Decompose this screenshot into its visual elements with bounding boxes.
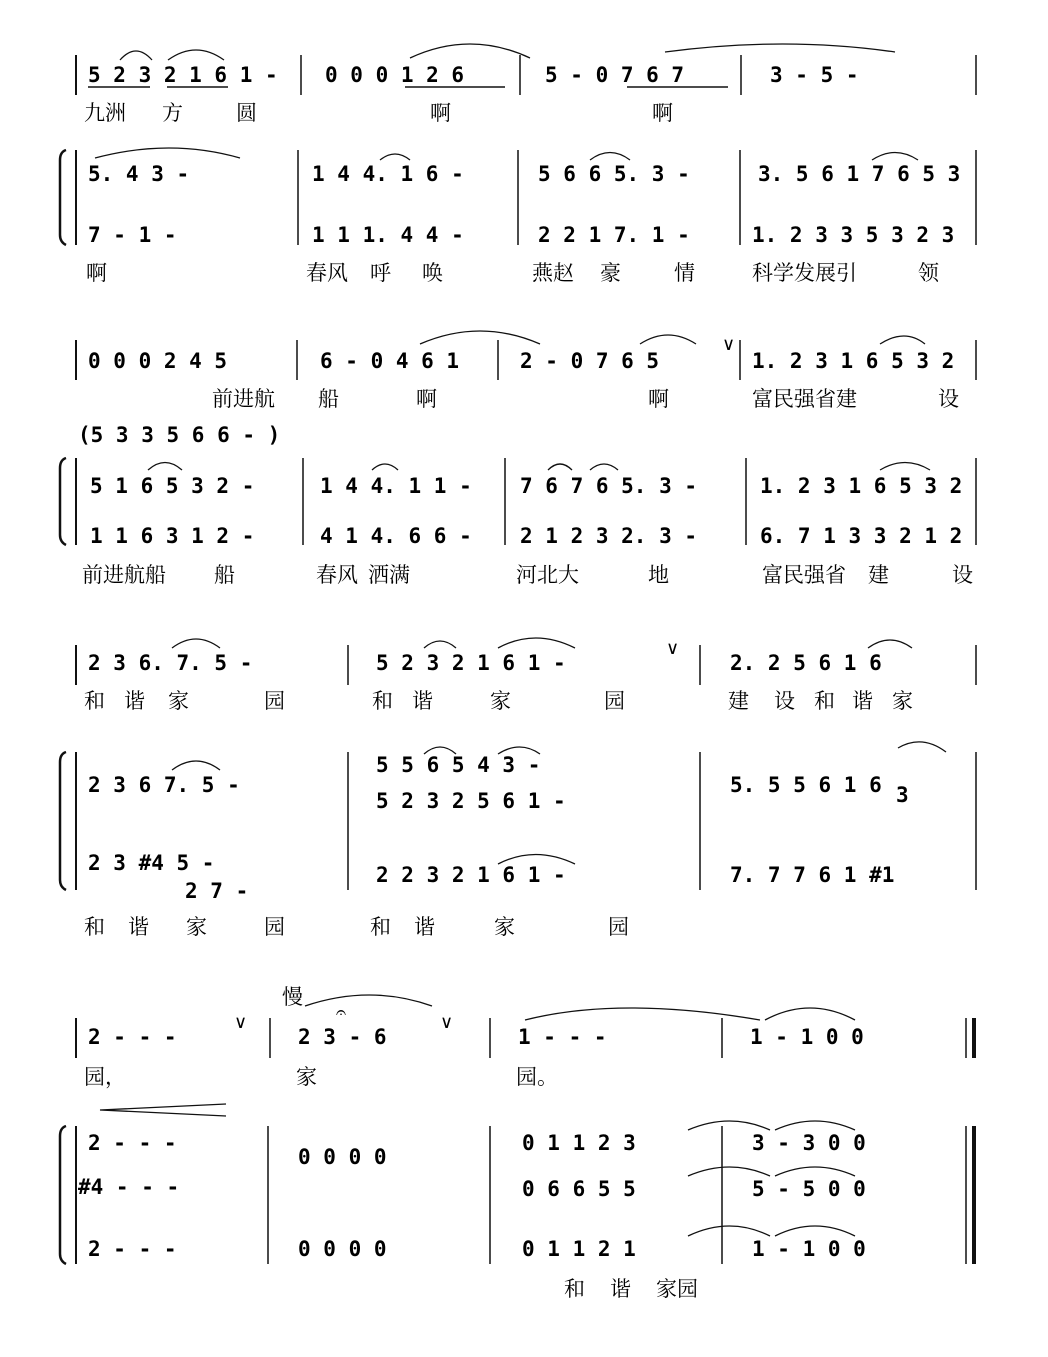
fermata-mark: 𝄐 <box>336 1002 347 1023</box>
upper-voice-measure: 0 1 1 2 3 <box>522 1131 636 1155</box>
lyric: 家园 <box>656 1277 698 1301</box>
upper-voice-measure: 3 - 3 0 0 <box>752 1131 866 1155</box>
system-2 <box>60 331 976 587</box>
lyric: 船 <box>214 563 235 587</box>
lyric: 啊 <box>648 387 669 411</box>
upper-voice-measure: 2 3 6 7. 5 - <box>88 773 240 797</box>
lyric: 啊 <box>416 387 437 411</box>
lower-voice-measure: 2 - - - <box>88 1237 177 1261</box>
lyric: 园 <box>264 915 285 939</box>
lyric: 家 <box>296 1065 317 1089</box>
melody-measure: 2 - 0 7 6 5 <box>520 349 660 373</box>
melody-measure: 5 - 0 7 6 7 <box>545 63 685 87</box>
lyric: 园 <box>604 689 625 713</box>
lower-voice-measure: 2 1 2 3 2. 3 - <box>520 524 698 548</box>
lyric: 燕赵 <box>532 261 574 285</box>
lyric: 谐 <box>124 689 145 713</box>
melody-measure: 1 - 1 0 0 <box>750 1025 864 1049</box>
lyric: 春风 <box>316 563 358 587</box>
lyric: 方 <box>162 101 183 125</box>
breath-mark: ∨ <box>722 334 736 355</box>
breath-mark: ∨ <box>440 1012 454 1033</box>
lyric: 谐 <box>128 915 149 939</box>
melody-measure: 2 - - - <box>88 1025 177 1049</box>
upper-voice-measure: 5 5 6 5 4 3 - <box>376 753 541 777</box>
upper-voice-measure: 5. 5 5 6 1 6 <box>730 773 882 797</box>
lyric: 圆 <box>236 101 257 125</box>
lyric: 建 <box>868 563 889 587</box>
lyric: 领 <box>918 261 939 285</box>
upper-voice-measure: 5 1 6 5 3 2 - <box>90 474 255 498</box>
lyric: 园。 <box>516 1065 558 1089</box>
melody-measure: 1. 2 3 1 6 5 3 2 <box>752 349 955 373</box>
lyric: 河北大 <box>516 563 579 587</box>
lower-voice-measure: 7 - 1 - <box>88 223 177 247</box>
lyric: 九洲 <box>84 101 126 125</box>
lyric: 呼 <box>370 261 391 285</box>
instrumental-cue: (5 3 3 5 6 6 - ) <box>78 423 281 447</box>
lower-voice-measure: 1 1 1. 4 4 - <box>312 223 464 247</box>
lyric: 家 <box>186 915 207 939</box>
lyric: 富民强省建 <box>752 387 857 411</box>
lower-voice-measure: 1 1 6 3 1 2 - <box>90 524 255 548</box>
middle-voice-measure: #4 - - - <box>78 1175 180 1199</box>
lyric: 园 <box>264 689 285 713</box>
melody-measure: 6 - 0 4 6 1 <box>320 349 460 373</box>
lyric: 园 <box>608 915 629 939</box>
lyric: 和 <box>84 689 105 713</box>
lyric: 园， <box>84 1065 126 1089</box>
upper-voice-note: 3 <box>896 783 909 807</box>
melody-measure: 3 - 5 - <box>770 63 859 87</box>
lyric: 啊 <box>86 261 107 285</box>
lower-voice-measure: 4 1 4. 6 6 - <box>320 524 472 548</box>
upper-voice-measure: 2 - - - <box>88 1131 177 1155</box>
lyric: 豪 <box>600 261 621 285</box>
lyric: 前进航 <box>212 387 275 411</box>
lyric: 家 <box>490 689 511 713</box>
breath-mark: ∨ <box>234 1012 248 1033</box>
upper-voice-measure: 7 6 7 6 5. 3 - <box>520 474 698 498</box>
melody-measure: 2 3 - 6 <box>298 1025 387 1049</box>
melody-measure: 5 2 3 2 1 6 1 - <box>88 63 278 87</box>
lyric: 和 <box>372 689 393 713</box>
lyric: 家 <box>892 689 913 713</box>
lyric: 设 <box>938 387 959 411</box>
upper-voice-measure: 5. 4 3 - <box>88 162 190 186</box>
lyric: 谐 <box>412 689 433 713</box>
lyric: 和 <box>814 689 835 713</box>
upper-voice-measure: 1 4 4. 1 6 - <box>312 162 464 186</box>
melody-measure: 0 0 0 2 4 5 <box>88 349 228 373</box>
lyric: 唤 <box>422 261 443 285</box>
upper-voice-measure: 5 6 6 5. 3 - <box>538 162 690 186</box>
upper-voice-measure: 3. 5 6 1 7 6 5 3 <box>758 162 961 186</box>
lower-voice-measure: 2 2 1 7. 1 - <box>538 223 690 247</box>
middle-voice-measure: 5 - 5 0 0 <box>752 1177 866 1201</box>
lyric: 设 <box>774 689 795 713</box>
lower-voice-measure: 0 0 0 0 <box>298 1237 387 1261</box>
lower-voice-measure: 0 1 1 2 1 <box>522 1237 636 1261</box>
lower-voice-measure: 7. 7 7 6 1 #1 <box>730 863 895 887</box>
middle-voice-measure: 0 6 6 5 5 <box>522 1177 636 1201</box>
lyric: 谐 <box>414 915 435 939</box>
lyric: 家 <box>494 915 515 939</box>
upper-voice-measure: 0 0 0 0 <box>298 1145 387 1169</box>
lyric: 情 <box>674 261 695 285</box>
melody-measure: 2 3 6. 7. 5 - <box>88 651 253 675</box>
lower-voice-measure: 2 7 - <box>185 879 249 903</box>
upper-voice-measure: 1 4 4. 1 1 - <box>320 474 472 498</box>
system-4 <box>60 985 974 1301</box>
lyric: 设 <box>952 563 973 587</box>
lower-voice-measure: 1 - 1 0 0 <box>752 1237 866 1261</box>
lyric: 船 <box>318 387 339 411</box>
melody-measure: 0 0 0 1 2 6 <box>325 63 465 87</box>
lower-voice-measure: 6. 7 1 3 3 2 1 2 <box>760 524 963 548</box>
lyric: 洒满 <box>368 563 410 587</box>
lyric: 科学发展引 <box>752 261 857 285</box>
upper-voice-measure: 5 2 3 2 5 6 1 - <box>376 789 566 813</box>
lyric: 和 <box>84 915 105 939</box>
lyric: 春风 <box>306 261 348 285</box>
breath-mark: ∨ <box>666 638 680 659</box>
lyric: 富民强省 <box>762 563 846 587</box>
tempo-marking: 慢 <box>282 985 303 1009</box>
melody-measure: 2. 2 5 6 1 6 <box>730 651 882 675</box>
melody-measure: 5 2 3 2 1 6 1 - <box>376 651 566 675</box>
system-1 <box>60 44 976 285</box>
melody-measure: 1 - - - <box>518 1025 607 1049</box>
lyric: 啊 <box>430 101 451 125</box>
lyric: 和 <box>370 915 391 939</box>
system-3 <box>60 638 976 939</box>
lyric: 啊 <box>652 101 673 125</box>
lyric: 谐 <box>852 689 873 713</box>
lyric: 地 <box>648 563 669 587</box>
lyric: 谐 <box>610 1277 631 1301</box>
lyric: 建 <box>728 689 749 713</box>
lyric: 前进航船 <box>82 563 166 587</box>
lyric: 家 <box>168 689 189 713</box>
lower-voice-measure: 1. 2 3 3 5 3 2 3 <box>752 223 955 247</box>
lyric: 和 <box>564 1277 585 1301</box>
upper-voice-measure: 1. 2 3 1 6 5 3 2 <box>760 474 963 498</box>
lower-voice-measure: 2 2 3 2 1 6 1 - <box>376 863 566 887</box>
lower-voice-measure: 2 3 #4 5 - <box>88 851 215 875</box>
crescendo-hairpin <box>100 1104 226 1116</box>
